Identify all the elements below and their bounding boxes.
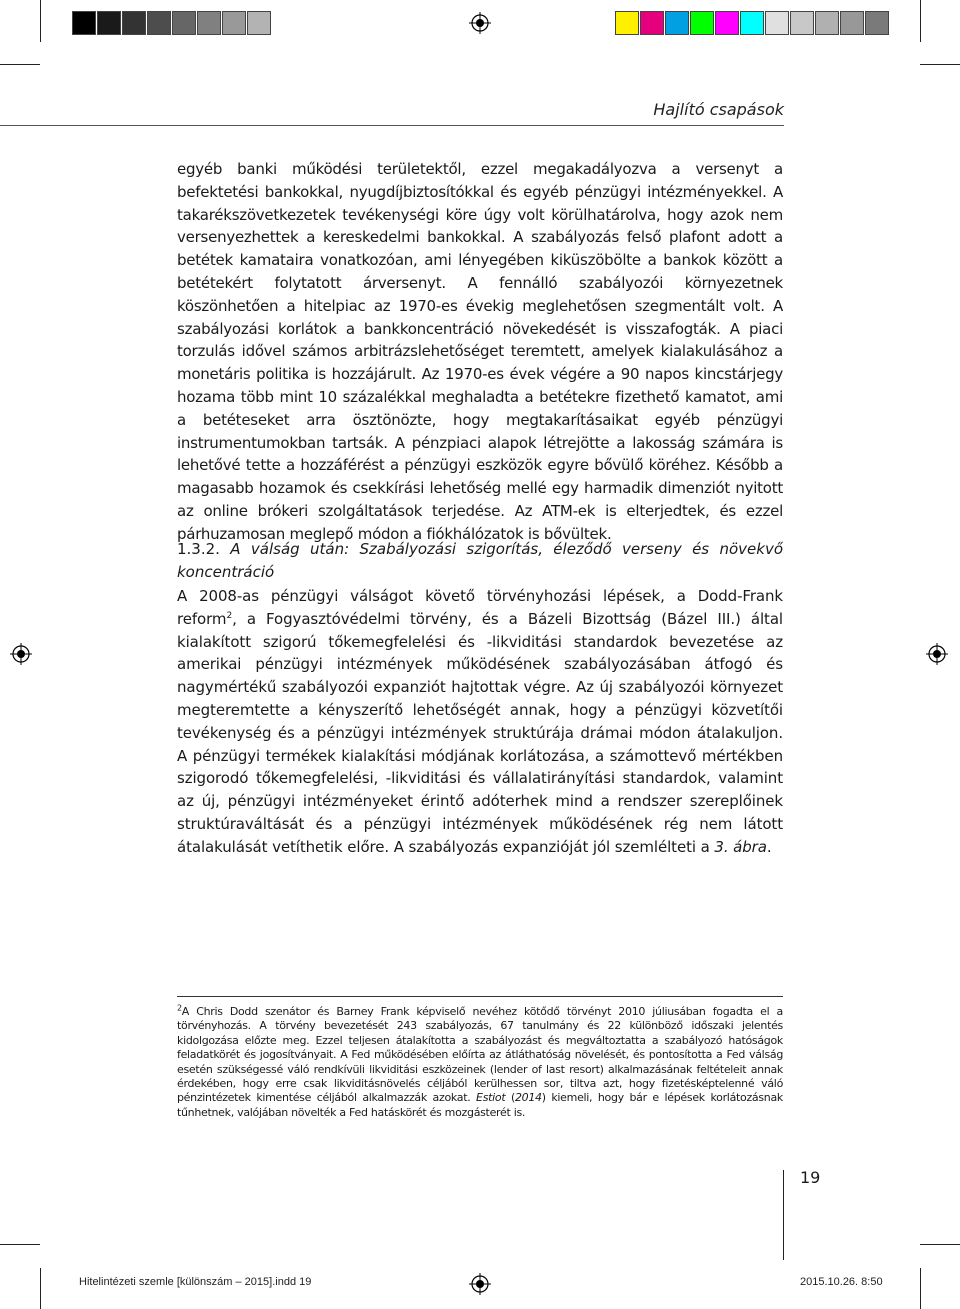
citation-year: 2014 — [514, 1091, 542, 1105]
crop-mark — [40, 0, 41, 42]
crop-mark — [920, 1268, 921, 1309]
crop-mark — [920, 0, 921, 42]
color-swatch — [222, 11, 246, 35]
color-swatch — [790, 11, 814, 35]
slug-filename: Hitelintézeti szemle [különszám – 2015].indd 19 — [79, 1276, 312, 1288]
figure-reference[interactable]: 3. ábra — [714, 837, 767, 856]
color-swatch — [247, 11, 271, 35]
color-swatch — [197, 11, 221, 35]
registration-target-icon — [10, 643, 32, 665]
running-head: Hajlító csapások — [653, 100, 784, 119]
footnote-text: A Chris Dodd szenátor és Barney Frank képviselő nevéhez kötődő törvényt 2010 júliusában fogadta el a törvényhozás. A törvény bevezetését 243 szabályozás, 67 tanulmány és 22 különböző időszaki jelentés kidolgozása előzte meg. Ezzel teljesen átalakította a szabályozást és megváltoztatta a szabályozó hatóságok feladatkörét és jogosítványait. A Fed működésében előírta az átláthatóság növelését, és pontosította a Fed válság esetén szükségessé váló rendkívüli likviditási eszközeinek (lender of last resort) alkalmazásának feltételeit annak érdekében, hogy erre csak likviditásnövelés céljából kerülhessen sor, tiltva azt, hogy fizetésképtelenné váló pénzintézetek kimentése céljából alkalmazzák azokat. — [177, 1005, 783, 1105]
footnote-reference[interactable]: 2 — [226, 610, 233, 621]
color-swatch — [615, 11, 639, 35]
folio-rule — [783, 1170, 784, 1260]
color-swatch — [172, 11, 196, 35]
color-swatch — [715, 11, 739, 35]
crop-mark — [40, 1268, 41, 1309]
footnote — [177, 1005, 783, 1120]
paragraph-text: egyéb banki működési területektől, ezzel megakadályozva a versenyt a befektetési bankokkal, nyugdíjbiztosítókkal és egyéb pénzügyi intézményekkel. A takarékszövetkezetek tevékenységi köre úgy volt körülhatárolva, hogy azok nem versenyezhettek a kereskedelmi bankokkal. A szabályozás felső plafont adott a betétek kamataira vonatkozóan, ami lényegében kiküszöbölte a bankok között a betétekért folytatott árversenyt. A fennálló szabályozói környezetnek köszönhetően a hitelpiac az 1970-es évekig meglehetősen szegmentált volt. A szabályozási korlátok a bankkoncentráció növekedését is visszafogták. A piaci torzulás idővel számos arbitrázslehetőséget teremtett, amelyek kialakulásához a monetáris politika is hozzájárult. Az 1970-es évek végére a 90 napos kincstárjegy hozama több mint 10 százalékkal meghaladta a betétekre fizethető kamatot, ami a betéteseket arra ösztönözte, hogy megtakarításaikat egyéb pénzügyi instrumentumokban tartsák. A pénzpiaci alapok létrejötte a lakosság számára is lehetővé tette a hozzáférést a pénzügyi eszközök egyre bővülő köréhez. Később a magasabb hozamok és csekkírási lehetőség mellé egy harmadik dimenziót nyitott az online brókeri szolgáltatások terjedése. Az ATM-ek is elterjedtek, és ezzel párhuzamosan meglepő módon a fiókhálózatok is bővültek. — [177, 160, 783, 543]
color-swatch — [122, 11, 146, 35]
color-swatch — [765, 11, 789, 35]
color-swatch — [147, 11, 171, 35]
registration-target-icon — [469, 12, 491, 34]
section-number: 1.3.2. — [177, 540, 220, 558]
crop-mark — [0, 1244, 40, 1245]
footnote-text: ) kiemeli, hogy bár e lépések korlátozásnak tűnhetnek, valójában növelték a Fed hatáskörét és mozgásterét is. — [177, 1091, 783, 1119]
registration-target-icon — [469, 1273, 491, 1295]
section-title: A válság után: Szabályozási szigorítás, éleződő verseny és növekvő koncentráció — [177, 540, 783, 581]
color-swatch — [815, 11, 839, 35]
page-number: 19 — [800, 1168, 821, 1187]
section-heading — [177, 538, 783, 584]
color-bar-process — [615, 11, 890, 35]
body-paragraph — [177, 585, 783, 859]
paragraph-end: . — [766, 837, 772, 856]
color-swatch — [640, 11, 664, 35]
color-swatch — [690, 11, 714, 35]
header-rule — [0, 125, 784, 126]
crop-mark — [920, 1244, 960, 1245]
color-bar-grayscale — [72, 11, 272, 35]
footnote-number: 2 — [177, 1003, 182, 1013]
color-swatch — [72, 11, 96, 35]
color-swatch — [97, 11, 121, 35]
footnote-rule — [177, 996, 783, 997]
crop-mark — [920, 64, 960, 65]
color-swatch — [865, 11, 889, 35]
slug-datetime: 2015.10.26. 8:50 — [800, 1276, 883, 1288]
crop-mark — [0, 64, 40, 65]
color-swatch — [840, 11, 864, 35]
paragraph-text: A 2008-as pénzügyi válságot követő törvényhozási lépések, a Dodd-Frank reform — [177, 587, 783, 628]
registration-target-icon — [926, 643, 948, 665]
paragraph-text: , a Fogyasztóvédelmi törvény, és a Bázeli Bizottság (Bázel III.) által kialakított szigorú tőkemegfelelési és -likviditási standardok bevezetése az amerikai pénzügyi intézmények működésének szabályozásában átfogó és nagymértékű szabályozói expanziót hajtottak végre. Az új szabályozói környezet megteremtette a kényszerítő lehetőségét annak, hogy a pénzügyi közvetítői tevékenység és a pénzügyi intézmények struktúrája drámai módon átalakuljon. A pénzügyi termékek kialakítási módjának korlátozása, a számottevő mértékben szigorodó tőkemegfelelési, -likviditási és vállalatirányítási standardok, valamint az új, pénzügyi intézményeket érintő adóterhek mind a rendszer szereplőinek struktúraváltását és a pénzügyi intézmények működésének rég nem látott átalakulását vetíthetik előre. A szabályozás expanzióját jól szemlélteti a — [177, 609, 783, 856]
color-swatch — [665, 11, 689, 35]
footnote-text: ( — [505, 1091, 515, 1105]
color-swatch — [740, 11, 764, 35]
body-paragraph — [177, 158, 783, 546]
citation-author: Estiot — [476, 1091, 506, 1105]
